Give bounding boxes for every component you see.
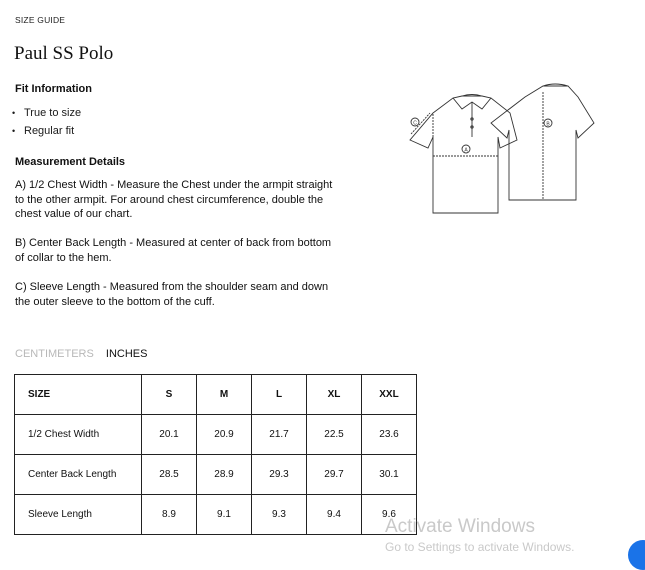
polo-measurement-diagram (400, 82, 600, 222)
unit-toggle (15, 348, 147, 360)
product-title: Paul SS Polo (14, 43, 114, 64)
diagram-label-a: A (464, 147, 468, 154)
back-shirt-illustration (491, 84, 594, 200)
row-label: 1/2 Chest Width (15, 415, 142, 455)
front-shirt-illustration (410, 95, 517, 214)
table-header-row (15, 375, 417, 415)
diagram-label-c: C (413, 120, 417, 127)
table-row (15, 455, 417, 495)
unit-centimeters-tab[interactable]: CENTIMETERS (15, 348, 94, 360)
cell-value: 9.1 (197, 495, 252, 535)
cell-value: 29.3 (252, 455, 307, 495)
table-row (15, 495, 417, 535)
activate-windows-subtitle: Go to Settings to activate Windows. (385, 540, 575, 554)
fit-item: • True to size (15, 106, 81, 124)
cell-value: 23.6 (362, 415, 417, 455)
header-xxl: XXL (362, 375, 417, 415)
header-size: SIZE (15, 375, 142, 415)
cell-value: 30.1 (362, 455, 417, 495)
fit-item: • Regular fit (15, 124, 81, 142)
cell-value: 28.9 (197, 455, 252, 495)
cell-value: 22.5 (307, 415, 362, 455)
cell-value: 20.1 (142, 415, 197, 455)
size-chart-table (14, 374, 417, 535)
row-label: Sleeve Length (15, 495, 142, 535)
table-row (15, 415, 417, 455)
unit-inches-tab[interactable]: INCHES (105, 348, 148, 360)
back-length-description: B) Center Back Length - Measured at center of back from bottom of collar to the hem. (15, 237, 332, 264)
cell-value: 9.4 (307, 495, 362, 535)
header-xl: XL (307, 375, 362, 415)
header-s: S (142, 375, 197, 415)
header-m: M (197, 375, 252, 415)
corner-badge-icon[interactable] (628, 540, 645, 570)
chest-width-description: A) 1/2 Chest Width - Measure the Chest under the armpit straight to the other armpit. For around chest circumference, double the chest value of our chart. (15, 179, 333, 220)
sleeve-length-description: C) Sleeve Length - Measured from the shoulder seam and down the outer sleeve to the bottom of the cuff. (15, 281, 329, 308)
cell-value: 9.3 (252, 495, 307, 535)
fit-information-heading: Fit Information (15, 83, 92, 95)
cell-value: 28.5 (142, 455, 197, 495)
cell-value: 21.7 (252, 415, 307, 455)
diagram-label-b: B (546, 121, 550, 128)
cell-value: 29.7 (307, 455, 362, 495)
measurement-details-heading: Measurement Details (15, 156, 126, 168)
activate-windows-watermark: Activate Windows (385, 516, 535, 537)
fit-list (15, 106, 81, 142)
cell-value: 9.6 (362, 495, 417, 535)
header-l: L (252, 375, 307, 415)
size-guide-eyebrow: SIZE GUIDE (15, 15, 66, 25)
cell-value: 20.9 (197, 415, 252, 455)
row-label: Center Back Length (15, 455, 142, 495)
cell-value: 8.9 (142, 495, 197, 535)
